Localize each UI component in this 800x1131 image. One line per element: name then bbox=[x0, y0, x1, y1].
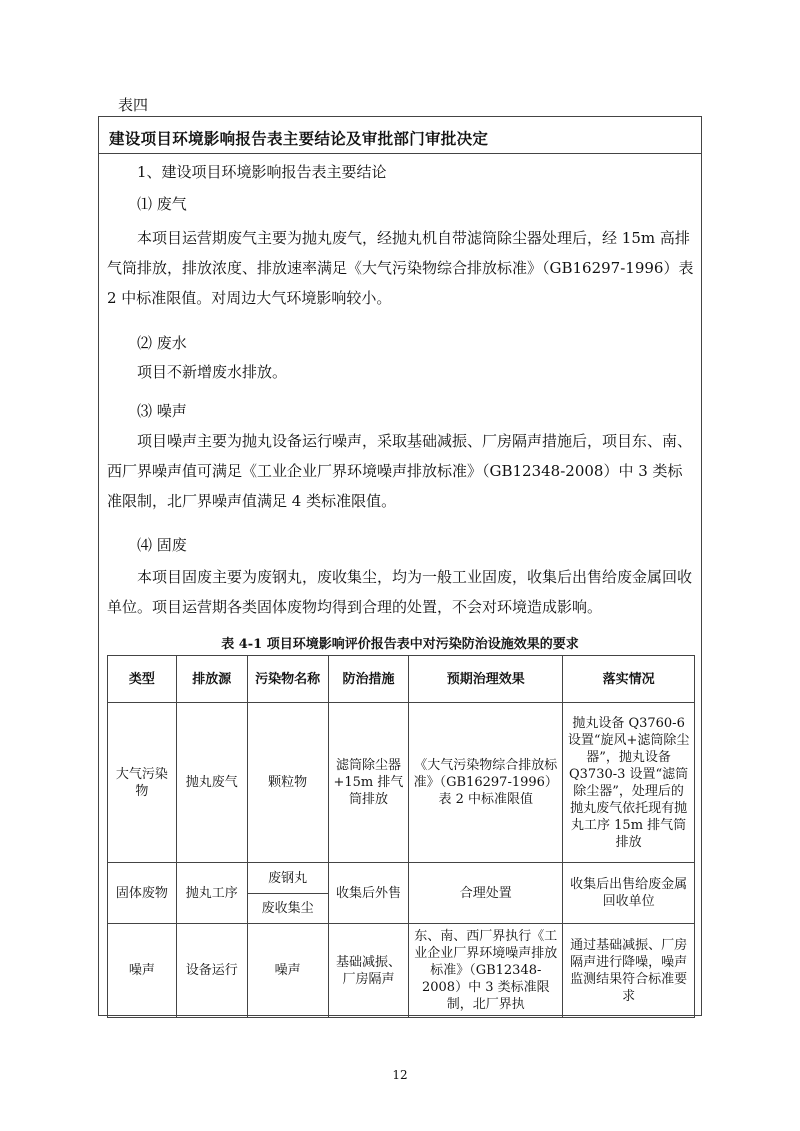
item-heading-water: ⑵ 废水 bbox=[137, 334, 187, 352]
item-text-water: 项目不新增废水排放。 bbox=[137, 363, 288, 381]
cell-source: 抛丸废气 bbox=[176, 703, 247, 863]
cell-pollutant: 废钢丸 bbox=[247, 863, 328, 894]
section-title: 建设项目环境影响报告表主要结论及审批部门审批决定 bbox=[109, 129, 489, 148]
item-heading-air: ⑴ 废气 bbox=[137, 195, 187, 213]
item-text-solid: 本项目固废主要为废钢丸，废收集尘，均为一般工业固废，收集后出售给废金属回收单位。项目运营期各类固体废物均得到合理的处置，不会对环境造成影响。 bbox=[107, 568, 693, 616]
cell-effect: 东、南、西厂界执行《工业企业厂界环境噪声排放标准》（GB12348-2008）中 3 类标准限制，北厂界执 bbox=[409, 924, 563, 1018]
item-text-air: 本项目运营期废气主要为抛丸废气，经抛丸机自带滤筒除尘器处理后，经 15m 高排气筒排放，排放浓度、排放速率满足《大气污染物综合排放标准》（GB16297-1996）表 2 中标准限值。对周边大气环境影响较小。 bbox=[107, 229, 694, 307]
table-caption: 表 4-1 项目环境影响评价报告表中对污染防治设施效果的要求 bbox=[221, 637, 579, 652]
header-source: 排放源 bbox=[176, 656, 247, 703]
header-effect: 预期治理效果 bbox=[409, 656, 563, 703]
header-status: 落实情况 bbox=[563, 656, 695, 703]
requirements-table bbox=[107, 655, 695, 1018]
cell-type: 固体废物 bbox=[108, 863, 177, 924]
table-row-noise bbox=[108, 924, 695, 1018]
item-heading-noise: ⑶ 噪声 bbox=[137, 402, 187, 420]
header-measure: 防治措施 bbox=[328, 656, 409, 703]
cell-type: 噪声 bbox=[108, 924, 177, 1018]
cell-measure: 基础减振、厂房隔声 bbox=[328, 924, 409, 1018]
report-frame bbox=[98, 116, 702, 1016]
cell-effect: 合理处置 bbox=[409, 863, 563, 924]
header-pollutant: 污染物名称 bbox=[247, 656, 328, 703]
table-row-air bbox=[108, 703, 695, 863]
cell-status: 收集后出售给废金属回收单位 bbox=[563, 863, 695, 924]
cell-status: 通过基础减振、厂房隔声进行降噪，噪声监测结果符合标准要求 bbox=[563, 924, 695, 1018]
cell-measure: 滤筒除尘器+15m 排气筒排放 bbox=[328, 703, 409, 863]
title-divider bbox=[99, 153, 701, 154]
cell-pollutant: 噪声 bbox=[247, 924, 328, 1018]
cell-pollutant: 颗粒物 bbox=[247, 703, 328, 863]
cell-source: 抛丸工序 bbox=[176, 863, 247, 924]
sub-title: 1、建设项目环境影响报告表主要结论 bbox=[137, 163, 387, 181]
item-heading-solid: ⑷ 固废 bbox=[137, 536, 187, 554]
table-row-solid bbox=[108, 863, 695, 894]
item-text-noise: 项目噪声主要为抛丸设备运行噪声，采取基础减振、厂房隔声措施后，项目东、南、西厂界噪声值可满足《工业企业厂界环境噪声排放标准》（GB12348-2008）中 3 类标准限制，北厂界噪声值满足 4 类标准限值。 bbox=[107, 432, 693, 510]
cell-pollutant: 废收集尘 bbox=[247, 894, 328, 924]
cell-measure: 收集后外售 bbox=[328, 863, 409, 924]
page-number: 12 bbox=[392, 1068, 408, 1082]
cell-source: 设备运行 bbox=[176, 924, 247, 1018]
table-header-row bbox=[108, 656, 695, 703]
page-label: 表四 bbox=[118, 96, 149, 114]
cell-type: 大气污染物 bbox=[108, 703, 177, 863]
cell-status: 抛丸设备 Q3760-6 设置“旋风+滤筒除尘器”，抛丸设备 Q3730-3 设置“滤筒除尘器”，处理后的抛丸废气依托现有抛丸工序 15m 排气筒排放 bbox=[563, 703, 695, 863]
header-type: 类型 bbox=[108, 656, 177, 703]
cell-effect: 《大气污染物综合排放标准》（GB16297-1996）表 2 中标准限值 bbox=[409, 703, 563, 863]
